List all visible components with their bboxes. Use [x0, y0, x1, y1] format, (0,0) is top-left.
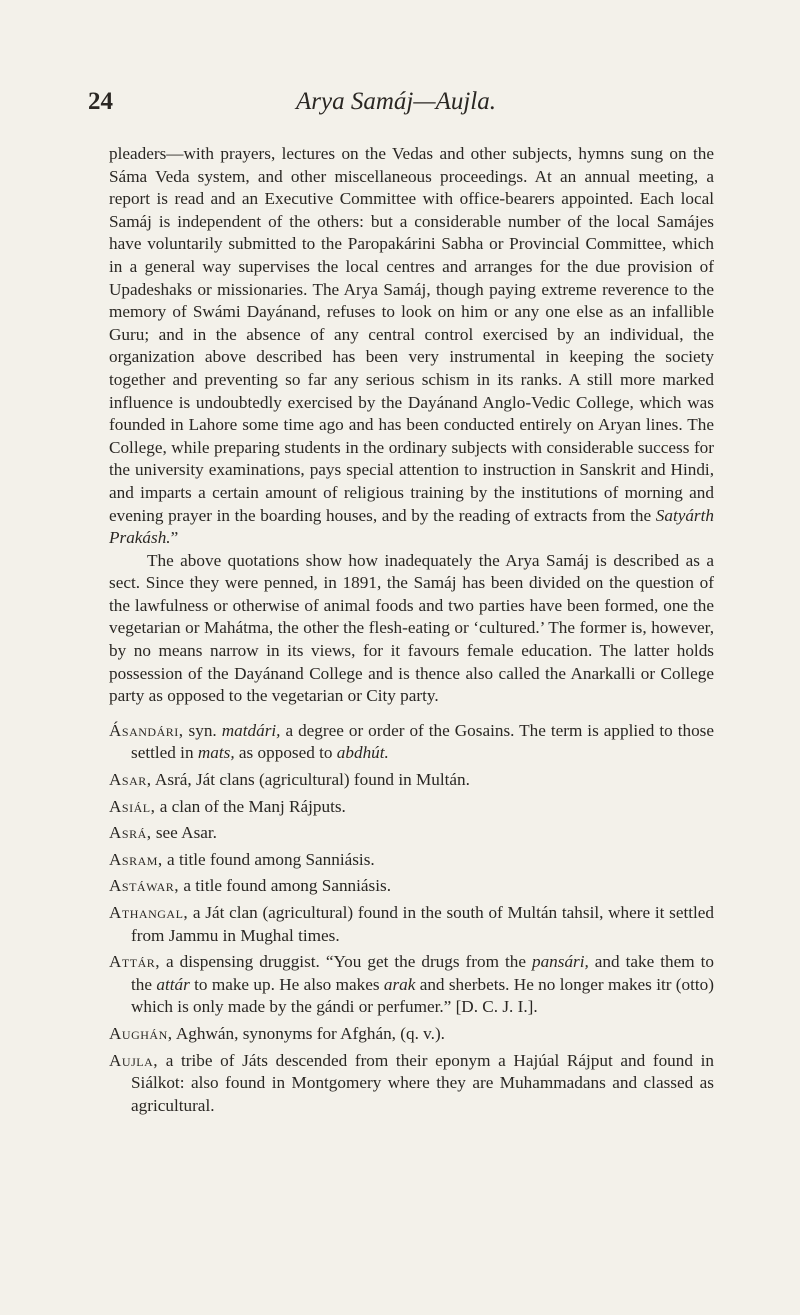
entry-headword: Attár,	[109, 952, 161, 972]
entry-text: a title found among Sanniásis.	[179, 876, 391, 896]
glossary-entry	[109, 1023, 714, 1046]
page-number: 24	[88, 88, 113, 115]
entry-headword: Asrá,	[109, 823, 152, 843]
glossary-entry	[109, 849, 714, 872]
entry-text: a tribe of Játs descended from their eponym a Hajúal Rájput and found in Siálkot: also found in Montgomery where they are Muhammadans and classed as agricultural.	[131, 1050, 714, 1115]
book-title: Satyárth Prakásh.	[109, 505, 714, 548]
entry-italic: pansári,	[531, 952, 589, 972]
glossary-entry	[109, 796, 714, 819]
entry-text: a dispensing druggist. “You get the drugs from the	[160, 952, 532, 972]
entry-headword: Aughán,	[109, 1023, 173, 1043]
entry-text: Aghwán, synonyms for Afghán, (q. v.).	[172, 1023, 445, 1043]
entry-text: as opposed to	[234, 743, 337, 763]
glossary-entry	[109, 822, 714, 845]
entry-text: Asrá, Ját clans (agricultural) found in Multán.	[151, 770, 470, 790]
entry-italic: attár	[156, 974, 190, 994]
entry-text: syn.	[183, 720, 222, 740]
entry-text: and sherbets. He no longer makes itr (otto) which is only made by the gándi or perfumer.” [D. C. J. I.].	[131, 974, 714, 1017]
entry-headword: Astáwar,	[109, 876, 180, 896]
entry-italic: arak	[383, 974, 416, 994]
entry-text: a clan of the Manj Rájputs.	[155, 796, 346, 816]
body-text	[109, 143, 714, 1117]
entry-text: see Asar.	[151, 823, 217, 843]
entry-headword: Asram,	[109, 849, 163, 869]
running-head: Arya Samáj—Aujla.	[296, 88, 496, 115]
entry-headword: Asar,	[109, 770, 152, 790]
glossary-entry	[109, 875, 714, 898]
entry-text: a title found among Sanniásis.	[162, 849, 375, 869]
entry-text: to make up. He also makes	[189, 974, 384, 994]
entry-headword: Asiál,	[109, 796, 156, 816]
glossary-entries	[109, 720, 714, 1118]
glossary-entry	[109, 902, 714, 947]
entry-text: and take them to the	[131, 952, 714, 994]
entry-italic: mats,	[197, 743, 235, 763]
paragraph-continuation: pleaders—with prayers, lectures on the Vedas and other subjects, hymns sung on the Sáma Veda system, and other miscellaneous proceedings. At an annual meeting, a report is read and an Executive Committee with office-bearers appointed. Each local Samáj is independent of the others: but a considerable number of the local Samájes have voluntarily submitted to the Paropakárini Sabha or Provincial Committee, which in a general way supervises the local centres and arranges for the due provision of Upadeshaks or missionaries. The Arya Samáj, though paying extreme reverence to the memory of Swámi Dayánand, refuses to look on him or any one else as an infallible Guru; and in the absence of any central control exercised by an individual, the organization above described has been very instrumental in keeping the society together and preventing so far any serious schism in its ranks. A still more marked influence is undoubtedly exercised by the Dayánand Anglo-Vedic College, which was founded in Lahore some time ago and has been conducted entirely on Aryan lines. The College, while preparing students in the ordinary subjects with considerable success for the university examinations, pays special attention to instruction in Sanskrit and Hindi, and imparts a certain amount of religious training by the institutions of morning and evening prayer in the boarding houses, and by the reading of extracts from the Satyárth Prakásh.”	[109, 144, 714, 548]
entry-headword: Aujla,	[109, 1050, 159, 1070]
glossary-entry	[109, 1050, 714, 1118]
entry-text: a Ját clan (agricultural) found in the south of Multán tahsil, where it settled from Jammu in Mughal times.	[131, 903, 714, 945]
page-header	[88, 88, 704, 128]
entry-headword: Ásandári,	[109, 720, 184, 740]
glossary-entry	[109, 951, 714, 1019]
entry-italic: matdári,	[221, 720, 281, 740]
entry-headword: Athangal,	[109, 903, 189, 922]
entry-italic: abdhút.	[336, 743, 389, 763]
glossary-entry	[109, 769, 714, 792]
entry-text: a degree or order of the Gosains. The term is applied to those settled in	[131, 720, 714, 763]
paragraph-sect: The above quotations show how inadequately the Arya Samáj is described as a sect. Since they were penned, in 1891, the Samáj has been divided on the question of the lawfulness or otherwise of animal foods and two parties have been formed, one the vegetarian or Mahátma, the other the flesh-eating or ‘cultured.’ The former is, however, by no means narrow in its views, for it favours female education. The latter holds possession of the Dayánand College and is thence also called the Anarkalli or College party as opposed to the vegetarian or City party.	[109, 550, 714, 706]
glossary-entry	[109, 720, 714, 765]
